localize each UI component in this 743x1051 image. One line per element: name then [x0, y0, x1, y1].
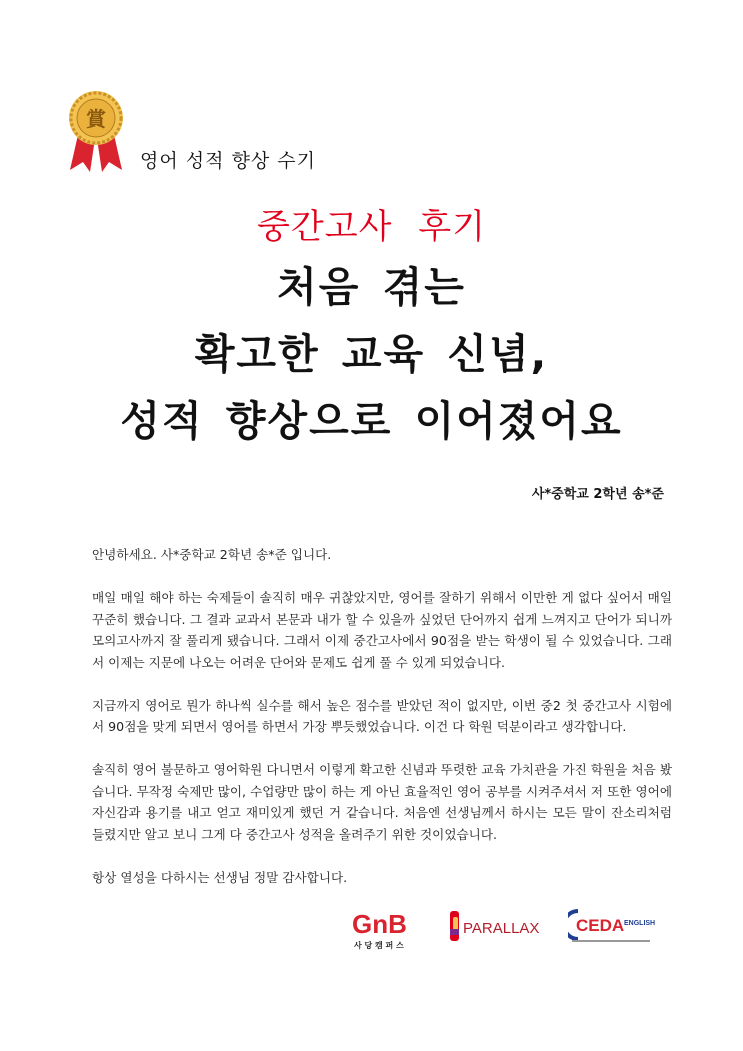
gnb-logo-mark: GnB — [352, 909, 407, 939]
gnb-logo-sub: 사 당 캠 퍼 스 — [354, 941, 404, 950]
ceda-logo-side: ENGLISH — [624, 920, 656, 927]
award-char: 賞 — [86, 107, 106, 131]
headline-line-1: 처음 겪는 — [277, 263, 466, 311]
ceda-logo-main: CEDA — [576, 916, 625, 935]
paragraph: 지금까지 영어로 뭔가 하나씩 실수를 해서 높은 점수를 받았던 적이 없지만, 이번 중2 첫 중간고사 시험에서 90점을 맞게 되면서 영어를 하면서 가장 뿌듯했었습니다. 이건 다 학원 덕분이라고 생각합니다. — [92, 697, 672, 734]
headline — [0, 254, 743, 455]
paragraph: 매일 매일 해야 하는 숙제들이 솔직히 매우 귀찮았지만, 영어를 잘하기 위해서 이만한 게 없다 싶어서 매일 꾸준히 했습니다. 그 결과 교과서 본문과 내가 할 수 있을까 싶었던 단어까지 쉽게 느껴지고 단어가 되니까 모의고사까지 잘 풀리게 됐습니다. 그래서 이제 중간고사에서 90점을 받는 학생이 될 수 있었습니다. 그래서 이제는 지문에 나오는 어려운 단어와 문제도 쉽게 풀 수 있게 되었습니다. — [92, 590, 672, 670]
subtitle: 중간고사 후기 — [257, 207, 486, 247]
ceda-logo — [568, 907, 668, 951]
body-text — [92, 544, 672, 910]
paragraph: 안녕하세요. 사*중학교 2학년 송*준 입니다. — [92, 547, 332, 562]
parallax-logo-text: PARALLAX — [463, 920, 540, 937]
paragraph: 항상 열성을 다하시는 선생님 정말 감사합니다. — [92, 869, 348, 885]
headline-line-2: 확고한 교육 신념, — [194, 330, 549, 378]
author: 사*중학교 2학년 송*준 — [531, 487, 664, 502]
paragraph: 솔직히 영어 불문하고 영어학원 다니면서 이렇게 확고한 신념과 뚜렷한 교육 가치관을 가진 학원을 처음 봤습니다. 무작정 숙제만 많이, 수업량만 많이 하는 게 아닌 효율적인 영어 공부를 시켜주셔서 저 또한 영어에 자신감과 용기를 내고 얻고 재미있게 했던 거 같습니다. 처음엔 선생님께서 하시는 모든 말이 잔소리처럼 들렸지만 알고 보니 그게 다 중간고사 성적을 올려주기 위한 것이었습니다. — [92, 762, 672, 842]
logo-row — [350, 905, 670, 955]
headline-line-3: 성적 향상으로 이어졌어요 — [120, 397, 623, 445]
award-medal-icon — [66, 90, 126, 172]
parallax-logo — [450, 907, 540, 951]
award-label: 영어 성적 향상 수기 — [140, 150, 316, 172]
gnb-logo — [350, 907, 416, 955]
